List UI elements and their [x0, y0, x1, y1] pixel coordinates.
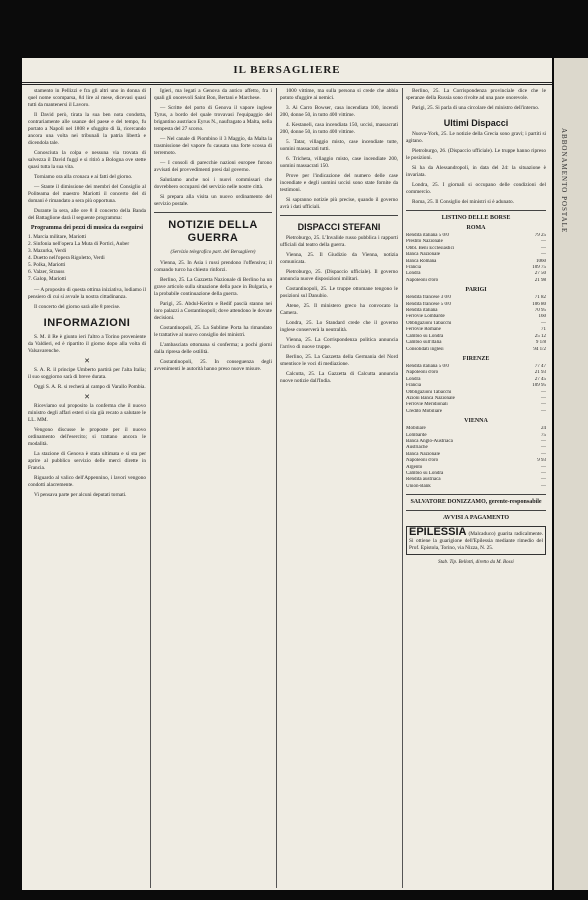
security-price: 70 95 — [534, 308, 546, 314]
exchange-row — [406, 347, 546, 353]
security-name: Obbligazioni Tabacchi — [406, 389, 452, 395]
security-price: — — [541, 445, 546, 451]
security-price: 160 — [538, 314, 546, 320]
exchange-city-title: PARIGI — [465, 287, 487, 294]
separator-ornament: ✕ — [84, 393, 90, 401]
dispatch-paragraph: Nuova-York, 25. Le notizie della Grecia sono gravi; i partiti si agitano. — [406, 131, 546, 144]
security-name: Napoleoni d'oro — [406, 370, 439, 376]
dispatch-paragraph: Pietroburgo, 25. L'Invalide russo pubblica i rapporti ufficiali dal teatro della guerra. — [280, 235, 398, 248]
security-name: Rendita italiana — [406, 308, 438, 314]
newspaper-title: IL BERSAGLIERE — [233, 64, 341, 76]
printer-line: Stab. Tip. Bellotti, diretto da M. Bossi — [438, 560, 514, 566]
adjacent-page-strip — [554, 58, 588, 890]
article-paragraph: Si prepara alla visita un nuovo ordinamento del servizio postale. — [154, 194, 272, 207]
article-paragraph: stamento in Pellizzi e fra gli altri uno in donna di quel nome scomparsa, 84 lire al mese, dicevasi quasi tutti da mantenersi il Lavoro. — [28, 88, 146, 108]
security-price: 109 75 — [532, 265, 546, 271]
security-price: 1060 — [536, 258, 546, 264]
dispatch-paragraph: Si ha da Alessandropoli, in data del 24: la situazione è invariata. — [406, 165, 546, 178]
dispatch-paragraph: Pietroburgo, 25. (Dispaccio ufficiale). Il governo annuncia nuove disposizioni militari. — [280, 269, 398, 282]
security-price: 71 — [541, 327, 546, 333]
dispatch-paragraph: Berlino, 25. La Gazzetta della Germania del Nord smentisce le voci di mediazione. — [280, 354, 398, 367]
separator-ornament: ✕ — [84, 357, 90, 365]
program-item: 5. Polka, Mariotti — [28, 262, 66, 268]
security-price: 71 82 — [534, 295, 546, 301]
strip-label: ABBONAMENTO POSTALE — [560, 128, 568, 234]
program-item: 4. Duetto nell'opera Rigoletto, Verdi — [28, 255, 105, 261]
column-divider — [276, 88, 277, 888]
exchange-table-roma — [406, 233, 546, 284]
security-name: Ferrovie Lombarde — [406, 314, 445, 320]
dispatch-paragraph: Roma, 25. Il Consiglio dei ministri si è adunato. — [412, 199, 514, 205]
dispatch-paragraph: Costantinopoli, 25. Le truppe ottomane tengono le posizioni sul Danubio. — [280, 286, 398, 299]
dispatch-paragraph: Berlino, 25. La Gazzetta Nazionale di Berlino ha un grave articolo sulla situazione della pace in Bulgaria, e la probabile continuazione della guerra. — [154, 277, 272, 297]
article-paragraph: Riceviamo sul proposito la conferma che il nuovo ministro degli affari esteri si sia già recato a salutare le LL. MM. — [28, 403, 146, 423]
exchange-table-parigi — [406, 295, 546, 353]
newspaper-page — [22, 58, 552, 890]
security-name: Obbligazioni Tabacchi — [406, 320, 452, 326]
article-paragraph: — I consoli di parecchie nazioni europee furono avvisati dei provvedimenti presi dal governo. — [154, 160, 272, 173]
article-paragraph: Durante la sera, alle ore 8 il concerto della Banda del Battaglione darà il seguente programma: — [28, 208, 146, 221]
security-name: Napoleoni d'oro — [406, 277, 439, 283]
security-name: Rendita francese 5 0/0 — [406, 301, 451, 307]
article-paragraph: S. M. il Re è giunto ieri l'altro a Torino proveniente da Valdieri, ed è ripartito il giorno dopo alla volta di Valsavarenche. — [28, 334, 146, 354]
article-paragraph: Vengono discusse le proposte per il nuovo ordinamento dell'esercito; si trattano ancora le modalità. — [28, 427, 146, 447]
security-name: Rendita italiana 5 0/0 — [406, 363, 449, 369]
security-name: Banca Nazionale — [406, 451, 441, 457]
section-rule — [406, 494, 546, 495]
exchange-city-title: ROMA — [466, 225, 486, 231]
security-price: 27 45 — [534, 376, 546, 382]
article-paragraph: Prove per l'indicazione del numero delle case incendiate e degli uomini uccisi sono state fornite da testimoni. — [280, 173, 398, 193]
exchange-table-firenze — [406, 364, 546, 415]
security-price: 75 — [541, 432, 546, 438]
article-paragraph: Salutiamo anche noi i nuovi commissari che dovrebbero occuparsi del servizio nelle nostre città. — [154, 177, 272, 190]
article-paragraph: — A proposito di questa ottima iniziativa, lodiamo il pensiero di cui si avvale la nostra cittadinanza. — [28, 287, 146, 300]
security-name: Londra — [406, 271, 421, 277]
security-name: Austriache — [406, 445, 428, 451]
section-heading-informazioni: INFORMAZIONI — [43, 317, 131, 329]
security-name: Napoleoni d'oro — [406, 458, 439, 464]
security-name: Lombarde — [406, 432, 427, 438]
security-name: Consolidati inglesi — [406, 346, 444, 352]
column-divider — [402, 88, 403, 888]
article-paragraph: Riguardo al valico dell'Appennino, i lavori vengono condotti alacremente. — [28, 475, 146, 488]
security-price: 9 1/8 — [535, 340, 546, 346]
security-name: Londra — [406, 376, 421, 382]
security-name: Francia — [406, 265, 421, 271]
program-item: 7. Galop, Mariotti — [28, 276, 67, 282]
editor-line: SALVATORE DONIZZAMO, gerente-responsabile — [410, 499, 542, 506]
article-paragraph: Torniamo ora alla cronaca e ai fatti del giorno. — [34, 174, 133, 180]
music-program-list — [28, 234, 146, 283]
security-price: 21 93 — [534, 370, 546, 376]
article-paragraph: Il David però, tirata la sua ben nota condotta, contrariamente alle usanze del paese e del tempo, fu portato a Napoli nel 1808 e sfuggito di là, ricercando ancora una volta nei tribunali la patria libertà e dicendola tale. — [28, 112, 146, 146]
masthead — [22, 58, 552, 85]
article-paragraph: Igieri, ma legati a Genova da antico affetto, fra i quali gli onorevoli Saint Bon, Bertani e Marchese. — [154, 88, 272, 101]
dispatch-paragraph: Vienna, 25. La Corrispondenza politica annuncia l'arrivo di nuove truppe. — [280, 337, 398, 350]
dispatch-paragraph: Parigi, 25. Abdul-Kerim e Redif pascià stanno nei loro palazzi a Costantinopoli; dove attendono le dovute decisioni. — [154, 301, 272, 321]
security-price: — — [541, 483, 546, 489]
security-name: Mobiliare — [406, 426, 426, 432]
section-rule — [154, 212, 272, 213]
article-paragraph: 3. Ai Carro Bowser, casa incendiata 100, incendi 200, donne 50, in tutto 400 vittime. — [280, 105, 398, 118]
security-price: — — [541, 395, 546, 401]
security-name: Ferrovie Meridionali — [406, 402, 448, 408]
security-price: 106 80 — [532, 301, 546, 307]
program-item: 3. Mazurka, Verdi — [28, 248, 67, 254]
security-name: Prestito Nazionale — [406, 239, 443, 245]
security-price: — — [541, 245, 546, 251]
article-paragraph: 5. Tatar, villaggio misto, case incendiate tutte, uomini massacrati tutti. — [280, 139, 398, 152]
dispatch-paragraph: Vienna, 25. In Asia i russi prendono l'offensiva; il comando turco ha chiesto rinforzi. — [154, 260, 272, 273]
masthead-rule — [22, 82, 552, 83]
security-price: — — [541, 239, 546, 245]
article-paragraph: — Nel canale di Piombino il 3 Maggio, da Malta la trasmissione del vapore fu causata una forte scossa di terremoto. — [154, 136, 272, 156]
dispatch-paragraph: Pietroburgo, 26. (Dispaccio ufficiale). Le truppe hanno ripreso le posizioni. — [406, 148, 546, 161]
article-paragraph: Oggi S. A. R. si recherà al campo di Varallo Pombia. — [34, 384, 146, 390]
article-paragraph: La stazione di Genova è stata ultimata e si sta per aprire al pubblico servizio delle merci dirette in Francia. — [28, 451, 146, 471]
advertisement-box — [406, 526, 546, 555]
security-price: — — [541, 451, 546, 457]
exchange-row — [406, 409, 546, 415]
security-price: 77 47 — [534, 363, 546, 369]
security-price: — — [541, 464, 546, 470]
section-rule — [280, 215, 398, 216]
security-price: — — [541, 252, 546, 258]
article-paragraph: Il concerto del giorno sarà alle 8 precise. — [34, 304, 121, 310]
security-name: Banca Anglo-Austriaca — [406, 438, 453, 444]
exchange-row — [406, 278, 546, 284]
dispatch-paragraph: Atene, 25. Il ministero greco ha convocato la Camera. — [280, 303, 398, 316]
ad-headline: EPILESSIA — [409, 526, 467, 539]
security-price: — — [541, 402, 546, 408]
exchange-listing-title: LISTINO DELLE BORSE — [441, 215, 511, 221]
security-price: 94 1/2 — [533, 346, 546, 352]
security-name: Banca Romana — [406, 258, 437, 264]
security-name: Argento — [406, 464, 423, 470]
article-paragraph: 6. Tricheta, villaggio misto, case incendiate 200, uomini massacrati 150. — [280, 156, 398, 169]
dispatch-paragraph: Calcutta, 25. La Gazzetta di Calcutta annuncia nuove notizie dall'India. — [280, 371, 398, 384]
section-subheading: (Servizio telegrafico part. del Bersagliere) — [170, 250, 256, 255]
security-name: Rendita italiana 5 0/0 — [406, 233, 449, 238]
article-paragraph: Vi pensava parte per alcuni deputati tornati. — [34, 492, 127, 498]
column-3 — [280, 88, 398, 888]
security-price: 109 95 — [532, 383, 546, 389]
security-name: Cambio su Londra — [406, 333, 444, 339]
security-name: Francia — [406, 383, 421, 389]
section-heading-stefani: DISPACCI STEFANI — [297, 222, 381, 232]
security-name: Rendita francese 3 0/0 — [406, 295, 451, 301]
program-item: 1. Marcia militare, Mariotti — [28, 234, 87, 240]
article-paragraph: — Stante il dimissione dei membri del Consiglio al Politeama del maestro Mariotti il concerto del di domani è rimandato a sera più opportuna. — [28, 184, 146, 204]
dispatch-paragraph: Costantinopoli, 25. In conseguenza degli avvenimenti le autorità hanno preso nuove misure. — [154, 359, 272, 372]
program-item: 6. Valzer, Strauss — [28, 269, 65, 275]
dispatch-paragraph: Costantinopoli, 25. La Sublime Porta ha rimandato le trattative al nuovo consiglio dei ministri. — [154, 325, 272, 338]
security-price: 79 25 — [534, 233, 546, 238]
security-name: Ferrovie Romane — [406, 327, 441, 333]
column-1 — [28, 88, 146, 888]
security-name: Banca Nazionale — [406, 252, 441, 258]
security-price: 9 93 — [537, 458, 546, 464]
security-price: — — [541, 408, 546, 414]
program-title: Programma dei pezzi di musica da eseguirsi — [30, 225, 144, 231]
dispatch-paragraph: Vienna, 25. Il Giudizio da Vienna, notizia comunicata. — [280, 252, 398, 265]
paid-ads-title: AVVISI A PAGAMENTO — [442, 515, 509, 522]
security-price: 21 98 — [534, 277, 546, 283]
exchange-row — [406, 484, 546, 490]
dispatch-paragraph: Londra, 25. Lo Standard crede che il governo inglese conserverà la neutralità. — [280, 320, 398, 333]
security-price: — — [541, 477, 546, 483]
column-divider — [150, 88, 151, 888]
security-name: Cambio su Londra — [406, 471, 444, 476]
security-name: Azioni Banca Nazionale — [406, 395, 455, 401]
security-name: Union-Bank — [406, 483, 431, 489]
exchange-city-title: VIENNA — [464, 418, 488, 425]
article-paragraph: 1000 vittime, ma sulla persona si crede che abbia potuto sfuggire ai nemici. — [280, 88, 398, 101]
section-rule — [406, 510, 546, 511]
security-name: Cambio sull'Italia — [406, 340, 442, 346]
security-price: 24 — [541, 426, 546, 432]
section-heading-last-dispatches: Ultimi Dispacci — [443, 118, 509, 128]
ad-text: (Malcaduco) guarita radicalmente. Si ottiene la guarigione dell'Epilessia mediante rimedio del Prof. Epistola, Torino, via Nizza, N. 25. — [409, 531, 543, 552]
security-name: Rendita austriaca — [406, 477, 441, 483]
article-paragraph: — Scritte del porto di Genova il vapore inglese Tyrus, a bordo del quale trovavasi l'equipaggio del brigantino austriaco Eyrus N., naufragato a Malta, nella tempesta del 27 scorso. — [154, 105, 272, 132]
security-price: — — [541, 389, 546, 395]
dispatch-paragraph: Londra, 25. I giornali si occupano delle condizioni del commercio. — [406, 182, 546, 195]
security-price: 27 50 — [534, 271, 546, 277]
article-paragraph: S. A. R. il principe Umberto partirà per l'alta Italia; il suo soggiorno sarà di breve durata. — [28, 367, 146, 380]
program-item: 2. Sinfonia nell'opera La Muta di Portici, Auber — [28, 241, 130, 247]
security-name: Obbl. Beni Ecclesiastici — [406, 245, 455, 251]
exchange-table-vienna — [406, 426, 546, 490]
article-paragraph: Conosciuta la colpa e nessuna via trovata di salvezza il David fuggì e si ritirò a Bologna ove stette quasi tutta la sua vita. — [28, 150, 146, 170]
section-heading-war-news: NOTIZIE DELLA GUERRA — [168, 219, 258, 244]
exchange-city-title: FIRENZE — [462, 355, 490, 362]
security-price: — — [541, 438, 546, 444]
security-price: — — [541, 471, 546, 476]
article-paragraph: Si sapranno notizie più precise, quando il governo avrà i dati ufficiali. — [280, 197, 398, 210]
column-2 — [154, 88, 272, 888]
article-paragraph: Berlino, 25. La Corrispondenza provinciale dice che le speranze della Russia sono rivolte ad una pace onorevole. — [406, 88, 546, 101]
security-price: 25 12 — [534, 333, 546, 339]
article-paragraph: 4. Kestaneli, casa incendiata 150, uccisi, massacrati 200, donne 50, in tutto 400 vittime. — [280, 122, 398, 135]
column-4 — [406, 88, 546, 888]
dispatch-paragraph: L'ambasciata ottomana si conferma; a pochi giorni dalla ripresa delle ostilità. — [154, 342, 272, 355]
article-paragraph: Parigi, 25. Si parla di una circolare del ministro dell'interno. — [412, 105, 540, 111]
section-rule — [406, 210, 546, 211]
security-name: Credito Mobiliare — [406, 408, 442, 414]
security-price: — — [541, 320, 546, 326]
